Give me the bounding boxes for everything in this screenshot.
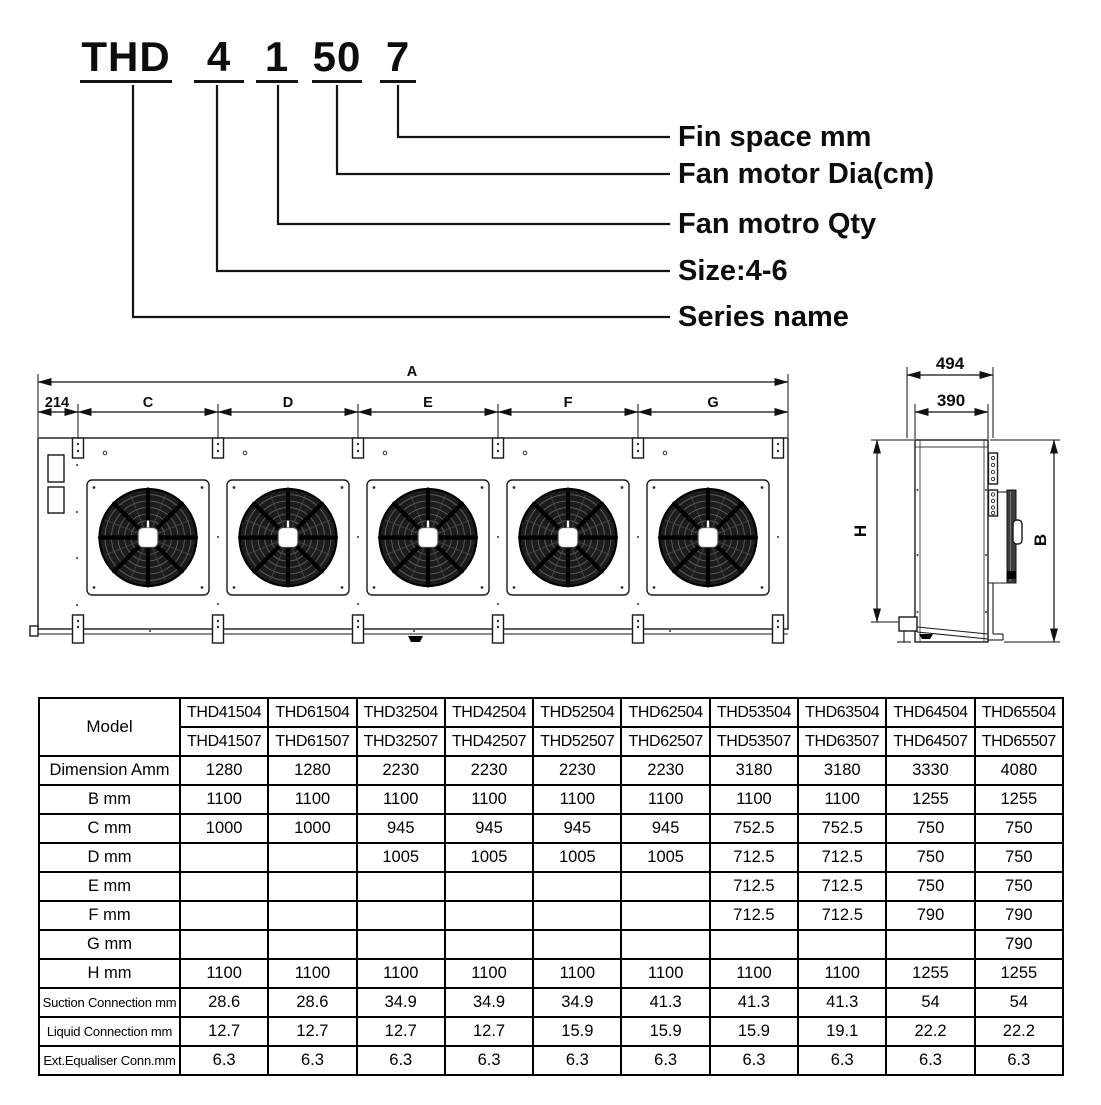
value-cell: 790 [975,901,1063,930]
row-label: F mm [39,901,180,930]
value-cell: 12.7 [445,1017,533,1046]
model-cell: THD42507 [445,727,533,756]
dim-label-c: C [142,395,154,411]
value-cell: 54 [886,988,974,1017]
side-view [851,354,1060,642]
value-cell: 41.3 [621,988,709,1017]
model-cell: THD65504 [975,698,1063,727]
table-row [39,901,1063,930]
value-cell: 6.3 [268,1046,356,1075]
value-cell: 1280 [180,756,268,785]
row-label: Liquid Connection mm [39,1017,180,1046]
table-row [39,756,1063,785]
table-row [39,988,1063,1017]
fan-unit [367,477,489,597]
value-cell: 22.2 [975,1017,1063,1046]
value-cell: 1100 [621,785,709,814]
dim-label-e: E [423,395,433,411]
model-cell: THD62507 [621,727,709,756]
model-code-diagram [0,0,1101,350]
table-row [39,959,1063,988]
value-cell: 1100 [445,785,533,814]
value-cell [180,901,268,930]
value-cell: 54 [975,988,1063,1017]
value-cell: 712.5 [710,901,798,930]
table-row [39,872,1063,901]
value-cell [180,843,268,872]
row-label: Ext.Equaliser Conn.mm [39,1046,180,1075]
value-cell [357,930,445,959]
value-cell [180,930,268,959]
value-cell: 750 [975,814,1063,843]
value-cell: 2230 [357,756,445,785]
model-cell: THD32507 [357,727,445,756]
value-cell [268,843,356,872]
value-cell: 34.9 [357,988,445,1017]
handle [1013,520,1022,544]
model-cell: THD41507 [180,727,268,756]
value-cell [621,872,709,901]
model-cell: THD52504 [533,698,621,727]
label-fin-space: Fin space mm [678,121,872,153]
model-cell: THD62504 [621,698,709,727]
fan-unit [227,477,349,597]
model-cell: THD64504 [886,698,974,727]
value-cell: 6.3 [975,1046,1063,1075]
value-cell: 1100 [533,959,621,988]
code-part-size: 4 [194,34,244,83]
value-cell: 712.5 [798,843,886,872]
value-cell: 1100 [533,785,621,814]
value-cell: 1100 [180,959,268,988]
row-label: B mm [39,785,180,814]
value-cell: 12.7 [357,1017,445,1046]
model-cell: THD53504 [710,698,798,727]
value-cell: 1005 [357,843,445,872]
value-cell: 945 [445,814,533,843]
value-cell: 6.3 [533,1046,621,1075]
value-cell: 750 [975,872,1063,901]
value-cell: 1100 [268,959,356,988]
value-cell [533,930,621,959]
row-label: C mm [39,814,180,843]
value-cell: 1100 [268,785,356,814]
label-series-name: Series name [678,301,849,333]
spec-table [38,697,1064,1076]
code-part-fin-space: 7 [380,34,416,83]
value-cell: 6.3 [357,1046,445,1075]
model-cell: THD42504 [445,698,533,727]
value-cell: 15.9 [710,1017,798,1046]
value-cell [533,872,621,901]
code-part-fan-qty: 1 [256,34,298,83]
value-cell: 790 [886,901,974,930]
dim-label-494: 494 [935,354,965,373]
value-cell: 28.6 [268,988,356,1017]
dim-label-214: 214 [44,395,70,411]
table-row [39,1046,1063,1075]
row-label: Suction Connection mm [39,988,180,1017]
value-cell: 1100 [798,785,886,814]
value-cell: 750 [886,872,974,901]
value-cell: 6.3 [621,1046,709,1075]
value-cell: 750 [886,814,974,843]
drain-fitting [408,636,423,642]
value-cell: 6.3 [798,1046,886,1075]
value-cell [621,930,709,959]
value-cell: 1000 [268,814,356,843]
value-cell [710,930,798,959]
model-cell: THD64507 [886,727,974,756]
value-cell: 1100 [621,959,709,988]
value-cell [798,930,886,959]
model-cell: THD41504 [180,698,268,727]
value-cell [445,872,533,901]
value-cell: 1255 [975,959,1063,988]
value-cell: 945 [533,814,621,843]
value-cell: 712.5 [798,901,886,930]
value-cell: 1255 [886,959,974,988]
value-cell: 1005 [445,843,533,872]
value-cell: 1005 [621,843,709,872]
value-cell: 712.5 [710,872,798,901]
value-cell: 1280 [268,756,356,785]
value-cell: 34.9 [533,988,621,1017]
value-cell [268,901,356,930]
value-cell [886,930,974,959]
value-cell: 1100 [710,959,798,988]
value-cell [445,901,533,930]
value-cell: 34.9 [445,988,533,1017]
value-cell [357,872,445,901]
dim-label-h: H [851,524,870,538]
value-cell: 19.1 [798,1017,886,1046]
value-cell [268,872,356,901]
spec-table-wrap [38,697,1064,1076]
row-label: Dimension Amm [39,756,180,785]
value-cell [533,901,621,930]
fan-unit [647,477,769,597]
table-row [39,930,1063,959]
value-cell [445,930,533,959]
dim-label-a: A [406,364,418,380]
table-row [39,814,1063,843]
value-cell: 6.3 [886,1046,974,1075]
value-cell: 750 [975,843,1063,872]
table-row [39,843,1063,872]
value-cell: 750 [886,843,974,872]
dim-label-d: D [282,395,294,411]
value-cell: 790 [975,930,1063,959]
model-cell: THD63507 [798,727,886,756]
value-cell: 6.3 [445,1046,533,1075]
value-cell: 945 [357,814,445,843]
row-label: H mm [39,959,180,988]
value-cell: 41.3 [798,988,886,1017]
value-cell: 41.3 [710,988,798,1017]
dim-label-g: G [707,395,719,411]
value-cell: 12.7 [180,1017,268,1046]
label-fan-motor-dia: Fan motor Dia(cm) [678,158,935,190]
front-view [30,364,788,643]
value-cell [621,901,709,930]
value-cell: 6.3 [180,1046,268,1075]
value-cell: 1100 [445,959,533,988]
code-part-fan-dia: 50 [312,34,362,83]
value-cell: 1255 [886,785,974,814]
value-cell: 3180 [710,756,798,785]
row-label: G mm [39,930,180,959]
model-cell: THD52507 [533,727,621,756]
value-cell: 2230 [621,756,709,785]
row-label: E mm [39,872,180,901]
value-cell: 752.5 [798,814,886,843]
code-part-series: THD [80,34,172,83]
value-cell: 1000 [180,814,268,843]
value-cell: 6.3 [710,1046,798,1075]
value-cell: 4080 [975,756,1063,785]
label-size: Size:4-6 [678,255,788,287]
value-cell: 15.9 [533,1017,621,1046]
fan-unit [507,477,629,597]
dim-label-390: 390 [936,391,966,410]
dim-label-f: F [563,395,573,411]
fan-unit [87,477,209,597]
value-cell: 28.6 [180,988,268,1017]
model-cell: THD32504 [357,698,445,727]
value-cell: 1100 [798,959,886,988]
table-row [39,785,1063,814]
value-cell: 1005 [533,843,621,872]
value-cell: 3180 [798,756,886,785]
value-cell [357,901,445,930]
value-cell: 712.5 [710,843,798,872]
model-cell: THD53507 [710,727,798,756]
technical-drawing [0,350,1101,670]
model-cell: THD65507 [975,727,1063,756]
value-cell: 712.5 [798,872,886,901]
value-cell: 752.5 [710,814,798,843]
label-fan-motor-qty: Fan motro Qty [678,208,877,240]
value-cell: 2230 [533,756,621,785]
model-cell: THD63504 [798,698,886,727]
value-cell: 1255 [975,785,1063,814]
value-cell: 22.2 [886,1017,974,1046]
value-cell [268,930,356,959]
value-cell: 2230 [445,756,533,785]
value-cell: 3330 [886,756,974,785]
value-cell [180,872,268,901]
value-cell: 1100 [357,785,445,814]
row-label: D mm [39,843,180,872]
table-row [39,1017,1063,1046]
model-header: Model [39,698,180,756]
model-cell: THD61507 [268,727,356,756]
value-cell: 12.7 [268,1017,356,1046]
value-cell: 1100 [357,959,445,988]
dim-label-b: B [1031,533,1050,547]
value-cell: 1100 [180,785,268,814]
value-cell: 15.9 [621,1017,709,1046]
model-cell: THD61504 [268,698,356,727]
value-cell: 945 [621,814,709,843]
value-cell: 1100 [710,785,798,814]
